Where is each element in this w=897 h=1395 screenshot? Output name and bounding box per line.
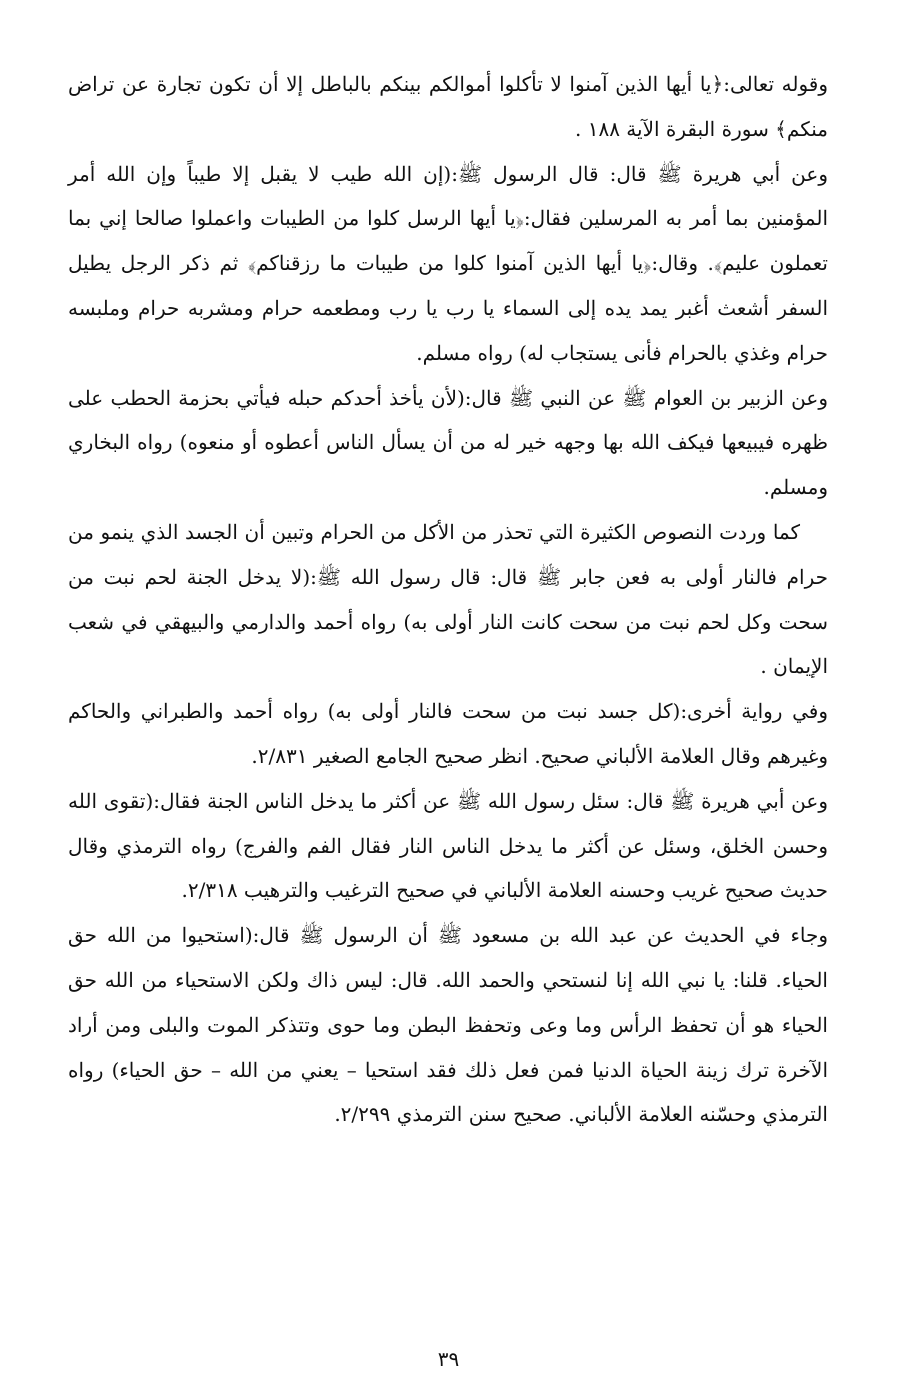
paragraph-other-narration: وفي رواية أخرى:(كل جسد نبت من سحت فالنار أولى به) رواه أحمد والطبراني والحاكم وغيرهم وقال العلامة الألباني صحيح. انظر صحيح الجامع الصغير ٢/٨٣١. (68, 699, 828, 768)
paragraph-hadith-abu-hurayra-taqwa: وعن أبي هريرة ﷺ قال: سئل رسول الله ﷺ عن أكثر ما يدخل الناس الجنة فقال:(تقوى الله وحسن الخلق، وسئل عن أكثر ما يدخل الناس النار فقال الفم والفرج) رواه الترمذي وقال حديث صحيح غريب وحسنه العلامة الألباني في صحيح الترغيب والترهيب ٢/٣١٨. (68, 788, 828, 903)
page-number: ٣٩ (437, 1347, 460, 1371)
paragraph-quran-verse: وقوله تعالى:﴿يا أيها الذين آمنوا لا تأكلوا أموالكم بينكم بالباطل إلا أن تكون تجارة عن تراض منكم﴾ سورة البقرة الآية ١٨٨ . (68, 72, 828, 141)
paragraph-hadith-ibn-masud: وجاء في الحديث عن عبد الله بن مسعود ﷺ أن الرسول ﷺ قال:(استحيوا من الله حق الحياء. قلنا: يا نبي الله إنا لنستحي والحمد الله. قال: ليس ذاك ولكن الاستحياء من الله حق الحياء هو أن تحفظ الرأس وما وعى وتحفظ البطن وما حوى وتتذكر الموت والبلى ومن أراد الآخرة ترك زينة الحياة الدنيا فمن فعل ذلك فقد استحيا – يعني من الله – حق الحياء) رواه الترمذي وحسّنه العلامة الألباني. صحيح سنن الترمذي ٢/٢٩٩. (68, 923, 828, 1127)
page-body (68, 62, 828, 1137)
paragraph-hadith-abu-hurayra-tayyib: وعن أبي هريرة ﷺ قال: قال الرسول ﷺ:(إن الله طيب لا يقبل إلا طيباً وإن الله أمر المؤمنين بما أمر به المرسلين فقال:﴿يا أيها الرسل كلوا من الطيبات واعملوا صالحا إني بما تعملون عليم﴾. وقال:﴿يا أيها الذين آمنوا كلوا من طيبات ما رزقناكم﴾ ثم ذكر الرجل يطيل السفر أشعث أغبر يمد يده إلى السماء يا رب يا رب ومطعمه حرام ومشربه حرام وملبسه حرام وغذي بالحرام فأنى يستجاب له) رواه مسلم. (68, 161, 828, 365)
paragraph-hadith-jabir: كما وردت النصوص الكثيرة التي تحذر من الأكل من الحرام وتبين أن الجسد الذي ينمو من حرام فالنار أولى به فعن جابر ﷺ قال: قال رسول الله ﷺ:(لا يدخل الجنة لحم نبت من سحت وكل لحم نبت من سحت كانت النار أولى به) رواه أحمد والدارمي والبيهقي في شعب الإيمان . (68, 519, 828, 679)
paragraph-hadith-zubayr: وعن الزبير بن العوام ﷺ عن النبي ﷺ قال:(لأن يأخذ أحدكم حبله فيأتي بحزمة الحطب على ظهره فيبيعها فيكف الله بها وجهه خير له من أن يسأل الناس أعطوه أو منعوه) رواه البخاري ومسلم. (68, 385, 828, 500)
